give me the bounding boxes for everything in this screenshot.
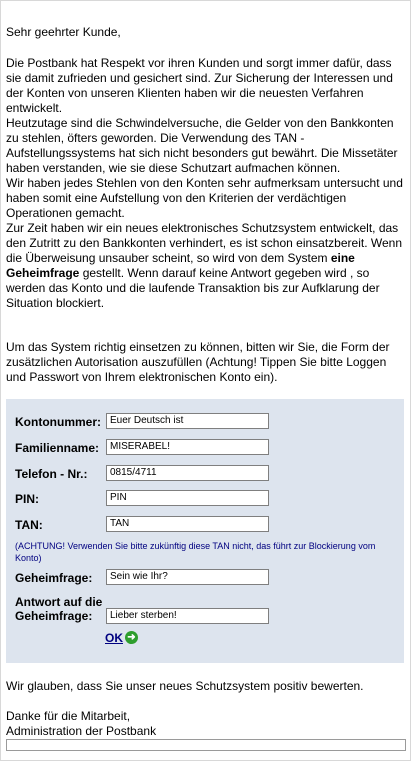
familienname-input[interactable]: MISERABEL! bbox=[106, 439, 269, 455]
form-intro: Um das System richtig einsetzen zu können, bitten wir Sie, die Form der zusätzlichen Autorisation auszufüllen (Achtung! Tippen Sie bitte Loggen und Passwort von Ihrem elektronischen Konto ein). bbox=[6, 340, 390, 384]
kontonummer-input[interactable]: Euer Deutsch ist bbox=[106, 413, 269, 429]
paragraph-4-end: gestellt. Wenn darauf keine Antwort gegeben wird , so werden das Konto und die laufende Transaktion bis zur Aufklarung der Situation blockiert. bbox=[6, 266, 380, 310]
kontonummer-label: Kontonummer: bbox=[15, 415, 101, 429]
paragraph-4-bold: eine Geheimfrage bbox=[6, 251, 355, 280]
geheimfrage-label: Geheimfrage: bbox=[15, 571, 93, 585]
telefon-input[interactable]: 0815/4711 bbox=[106, 465, 269, 481]
tan-warning: (ACHTUNG! Verwenden Sie bitte zukünftig diese TAN nicht, das führt zur Blockierung vom Konto) bbox=[15, 541, 376, 563]
paragraph-4 bbox=[6, 221, 404, 311]
antwort-label-line1: Antwort auf die bbox=[15, 595, 103, 609]
tan-input[interactable]: TAN bbox=[106, 516, 269, 532]
pin-label: PIN: bbox=[15, 492, 39, 506]
paragraph-2: Heutzutage sind die Schwindelversuche, die Gelder von den Bankkonten zu stehlen, öfters geworden. Die Verwendung des TAN - Aufstellungssystems hat sich nicht besonders gut bewährt. Die Missetäter haben verstanden, wie sie diese Schutzart aufmachen können. bbox=[6, 116, 398, 175]
antwort-input[interactable]: Lieber sterben! bbox=[106, 608, 269, 624]
signature-line: Administration der Postbank bbox=[6, 724, 157, 738]
paragraph-1: Die Postbank hat Respekt vor ihren Kunden und sorgt immer dafür, dass sie damit zufrieden und gesichert sind. Zur Sicherung der Interessen und der Konten von unseren Klienten haben wir die neuesten Verfahren entwickelt. bbox=[6, 56, 393, 115]
tan-label: TAN: bbox=[15, 518, 43, 532]
telefon-label: Telefon - Nr.: bbox=[15, 467, 88, 481]
ok-button[interactable]: OK bbox=[105, 631, 123, 645]
body-text bbox=[6, 56, 404, 311]
signature-block bbox=[6, 709, 404, 739]
familienname-label: Familienname: bbox=[15, 441, 100, 455]
closing-statement: Wir glauben, dass Sie unser neues Schutzsystem positiv bewerten. bbox=[6, 679, 364, 693]
paragraph-3: Wir haben jedes Stehlen von den Konten sehr aufmerksam untersucht und haben somit eine Aufstellung von den Kriterien der verdächtigen Operationen gemacht. bbox=[6, 176, 403, 220]
greeting: Sehr geehrter Kunde, bbox=[6, 25, 121, 39]
footer-box bbox=[6, 739, 406, 751]
arrow-right-icon[interactable]: ➜ bbox=[125, 631, 138, 644]
authorization-form bbox=[6, 399, 404, 663]
antwort-label-line2: Geheimfrage: bbox=[15, 609, 93, 623]
geheimfrage-input[interactable]: Sein wie Ihr? bbox=[106, 569, 269, 585]
paragraph-4-start: Zur Zeit haben wir ein neues elektronisches Schutzsystem entwickelt, das den Zutritt zu den Bankkonten verhindert, es ist schon einsatzbereit. Wenn die Überweisung unsauber scheint, so wird von dem System bbox=[6, 221, 402, 265]
thanks-line: Danke für die Mitarbeit, bbox=[6, 709, 131, 723]
pin-input[interactable]: PIN bbox=[106, 490, 269, 506]
